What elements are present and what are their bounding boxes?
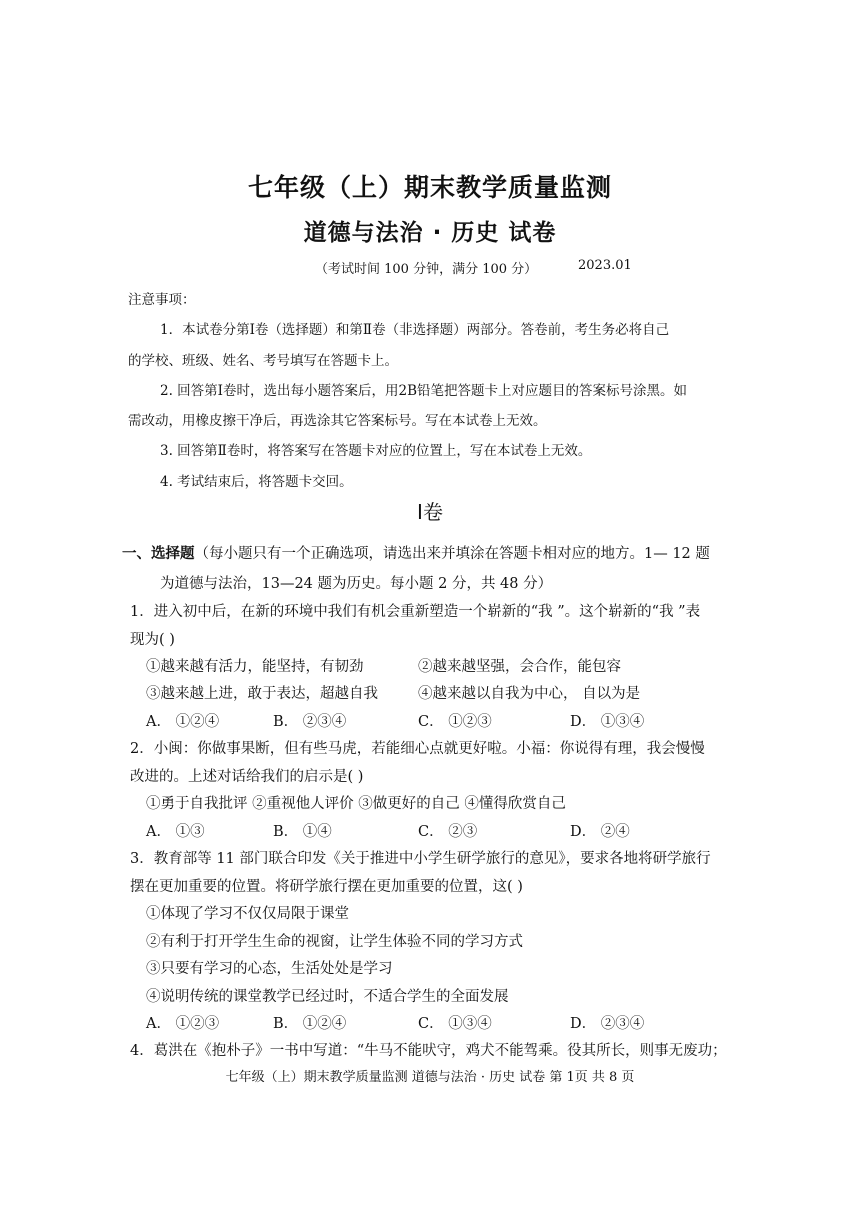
- notes-line: 3. 回答第Ⅱ卷时，将答案写在答题卡对应的位置上，写在本试卷上无效。: [160, 443, 592, 459]
- question-1-option: ②越来越坚强，会合作，能包容: [418, 659, 621, 675]
- question-1-option: ①越来越有活力，能坚持，有韧劲: [146, 659, 364, 675]
- section-heading: [122, 542, 710, 563]
- question-1-answer-b: B． ②③④: [273, 714, 347, 730]
- question-2-options: ①勇于自我批评 ②重视他人评价 ③做更好的自己 ④懂得欣赏自己: [146, 796, 566, 812]
- notes-line: 1．本试卷分第Ⅰ卷（选择题）和第Ⅱ卷（非选择题）两部分。答卷前，考生务必将自己: [160, 322, 670, 338]
- section-heading-text: （每小题只有一个正确选项，请选出来并填涂在答题卡相对应的地方。1— 12 题: [194, 546, 710, 562]
- question-2-answer-a: A． ①③: [146, 824, 205, 840]
- question-1-answer-c: C． ①②③: [418, 714, 492, 730]
- question-3-text: 3．教育部等 11 部门联合印发《关于推进中小学生研学旅行的意见》，要求各地将研学旅行: [130, 851, 711, 867]
- exam-date: 2023.01: [578, 258, 632, 273]
- question-1-text: 现为( ): [130, 632, 175, 648]
- question-2-answer-b: B． ①④: [273, 824, 332, 840]
- question-2-answer-d: D． ②④: [570, 824, 630, 840]
- page-subtitle: 道德与法治 · 历史 试卷: [303, 220, 557, 246]
- question-3-answer-c: C． ①③④: [418, 1016, 492, 1032]
- question-3-option: ③只要有学习的心态，生活处处是学习: [146, 961, 393, 977]
- question-2-text: 2．小闽：你做事果断，但有些马虎，若能细心点就更好啦。小福：你说得有理，我会慢慢: [130, 741, 705, 757]
- question-2-answer-c: C． ②③: [418, 824, 478, 840]
- notes-line: 的学校、班级、姓名、考号填写在答题卡上。: [128, 353, 398, 369]
- question-3-option: ①体现了学习不仅仅局限于课堂: [146, 906, 349, 922]
- question-1-option: ③越来越上进，敢于表达，超越自我: [146, 686, 378, 702]
- section-heading-bold: 一、选择题: [122, 546, 195, 562]
- question-3-answer-a: A． ①②③: [146, 1016, 220, 1032]
- page-footer: 七年级（上）期末教学质量监测 道德与法治 · 历史 试卷 第 1页 共 8 页: [225, 1070, 635, 1085]
- question-1-answer-a: A． ①②④: [146, 714, 220, 730]
- exam-info: （考试时间 100 分钟，满分 100 分）: [315, 262, 538, 277]
- notes-line: 需改动，用橡皮擦干净后，再选涂其它答案标号。写在本试卷上无效。: [128, 413, 547, 429]
- question-3-option: ②有利于打开学生生命的视窗，让学生体验不同的学习方式: [146, 934, 523, 950]
- question-1-option: ④越来越以自我为中心， 自以为是: [418, 686, 641, 702]
- notes-line: 4. 考试结束后，将答题卡交回。: [160, 474, 353, 490]
- page-title: 七年级（上）期末教学质量监测: [247, 173, 612, 202]
- notes-heading: 注意事项：: [128, 292, 196, 308]
- question-1-answer-d: D． ①③④: [570, 714, 645, 730]
- question-3-text: 摆在更加重要的位置。将研学旅行摆在更加重要的位置，这( ): [130, 879, 523, 895]
- notes-line: 2. 回答第Ⅰ卷时，选出每小题答案后，用2B铅笔把答题卡上对应题目的答案标号涂黑。如: [160, 383, 688, 399]
- question-3-answer-d: D． ②③④: [570, 1016, 645, 1032]
- section-title: Ⅰ卷: [417, 500, 443, 524]
- section-heading-line2: 为道德与法治，13—24 题为历史。每小题 2 分，共 48 分）: [160, 576, 553, 592]
- question-2-text: 改进的。上述对话给我们的启示是( ): [130, 769, 364, 785]
- question-4-text: 4．葛洪在《抱朴子》一书中写道：“牛马不能吠守，鸡犬不能驾乘。役其所长，则事无废功；: [130, 1043, 727, 1059]
- question-3-answer-b: B． ①②④: [273, 1016, 347, 1032]
- question-3-option: ④说明传统的课堂教学已经过时，不适合学生的全面发展: [146, 989, 509, 1005]
- question-1-text: 1．进入初中后，在新的环境中我们有机会重新塑造一个崭新的“我 ”。这个崭新的“我 ”表: [130, 604, 701, 620]
